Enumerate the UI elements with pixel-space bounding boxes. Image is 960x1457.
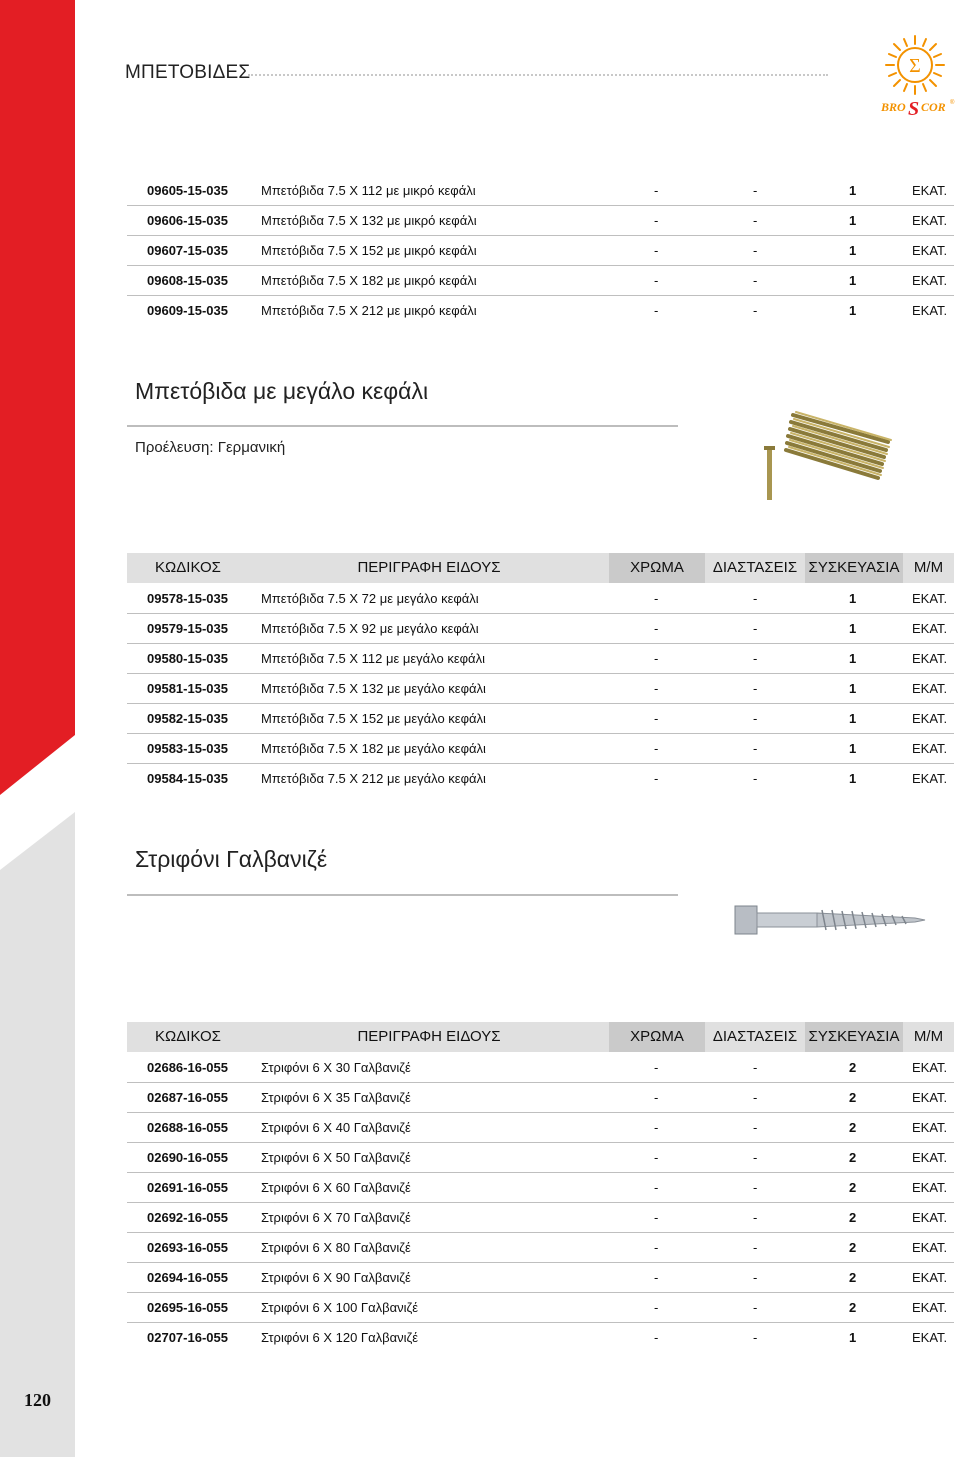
cell-package: 2 — [849, 1180, 857, 1195]
header-code: ΚΩΔΙΚΟΣ — [155, 1028, 221, 1045]
cell-unit: ΕΚΑΤ. — [912, 1270, 948, 1285]
cell-package: 2 — [849, 1240, 857, 1255]
cell-dimensions: - — [753, 741, 758, 756]
cell-code: 09578-15-035 — [147, 591, 228, 606]
cell-code: 09579-15-035 — [147, 621, 228, 636]
page-number: 120 — [24, 1390, 51, 1410]
section-rule — [127, 425, 678, 427]
cell-description: Στριφόνι 6 Χ 40 Γαλβανιζέ — [261, 1120, 411, 1135]
cell-code: 02694-16-055 — [147, 1270, 228, 1285]
cell-color: - — [654, 741, 659, 756]
cell-dimensions: - — [753, 591, 758, 606]
header-color: ΧΡΩΜΑ — [609, 553, 705, 583]
cell-dimensions: - — [753, 243, 758, 258]
table-header — [127, 553, 954, 583]
cell-unit: ΕΚΑΤ. — [912, 1240, 948, 1255]
cell-color: - — [654, 1090, 659, 1105]
cell-dimensions: - — [753, 1180, 758, 1195]
cell-code: 09609-15-035 — [147, 303, 228, 318]
cell-code: 02687-16-055 — [147, 1090, 228, 1105]
cell-dimensions: - — [753, 1210, 758, 1225]
cell-unit: ΕΚΑΤ. — [912, 771, 948, 786]
cell-color: - — [654, 591, 659, 606]
table-row — [127, 1322, 954, 1352]
header-package: ΣΥΣΚΕΥΑΣΙΑ — [805, 553, 903, 583]
cell-package: 2 — [849, 1120, 857, 1135]
header-code: ΚΩΔΙΚΟΣ — [155, 559, 221, 576]
cell-description: Μπετόβιδα 7.5 Χ 182 με μικρό κεφάλι — [261, 273, 477, 288]
cell-unit: ΕΚΑΤ. — [912, 681, 948, 696]
cell-unit: ΕΚΑΤ. — [912, 273, 948, 288]
cell-code: 09580-15-035 — [147, 651, 228, 666]
cell-dimensions: - — [753, 1330, 758, 1345]
cell-color: - — [654, 273, 659, 288]
cell-description: Μπετόβιδα 7.5 Χ 212 με μεγάλο κεφάλι — [261, 771, 486, 786]
cell-dimensions: - — [753, 1060, 758, 1075]
table-row — [127, 733, 954, 764]
screw-bundle-image — [758, 400, 908, 510]
cell-dimensions: - — [753, 1240, 758, 1255]
cell-code: 02686-16-055 — [147, 1060, 228, 1075]
cell-description: Μπετόβιδα 7.5 Χ 72 με μεγάλο κεφάλι — [261, 591, 479, 606]
table-row — [127, 235, 954, 266]
cell-package: 1 — [849, 1330, 857, 1345]
cell-color: - — [654, 681, 659, 696]
cell-description: Μπετόβιδα 7.5 Χ 182 με μεγάλο κεφάλι — [261, 741, 486, 756]
page-title: ΜΠΕΤΟΒΙΔΕΣ — [125, 62, 251, 83]
cell-unit: ΕΚΑΤ. — [912, 213, 948, 228]
cell-code: 02688-16-055 — [147, 1120, 228, 1135]
logo-s: S — [908, 98, 920, 120]
title-dotted-line — [248, 74, 828, 76]
cell-package: 1 — [849, 273, 857, 288]
cell-dimensions: - — [753, 303, 758, 318]
cell-code: 02707-16-055 — [147, 1330, 228, 1345]
cell-unit: ΕΚΑΤ. — [912, 621, 948, 636]
cell-color: - — [654, 1060, 659, 1075]
cell-unit: ΕΚΑΤ. — [912, 303, 948, 318]
sidebar-decoration — [0, 0, 75, 1457]
cell-description: Στριφόνι 6 Χ 80 Γαλβανιζέ — [261, 1240, 411, 1255]
cell-code: 09581-15-035 — [147, 681, 228, 696]
cell-color: - — [654, 303, 659, 318]
cell-code: 09582-15-035 — [147, 711, 228, 726]
cell-description: Στριφόνι 6 Χ 70 Γαλβανιζέ — [261, 1210, 411, 1225]
cell-code: 02690-16-055 — [147, 1150, 228, 1165]
cell-unit: ΕΚΑΤ. — [912, 1210, 948, 1225]
table-row — [127, 643, 954, 674]
cell-description: Μπετόβιδα 7.5 Χ 212 με μικρό κεφάλι — [261, 303, 477, 318]
cell-code: 02692-16-055 — [147, 1210, 228, 1225]
cell-description: Στριφόνι 6 Χ 100 Γαλβανιζέ — [261, 1300, 419, 1315]
cell-unit: ΕΚΑΤ. — [912, 1090, 948, 1105]
table-row — [127, 1172, 954, 1203]
table-row — [127, 295, 954, 325]
cell-description: Μπετόβιδα 7.5 Χ 132 με μικρό κεφάλι — [261, 213, 477, 228]
table-header — [127, 1022, 954, 1052]
cell-package: 2 — [849, 1150, 857, 1165]
table-row — [127, 703, 954, 734]
broscor-logo — [872, 30, 958, 122]
header-description: ΠΕΡΙΓΡΑΦΗ ΕΙΔΟΥΣ — [357, 1028, 501, 1045]
cell-description: Στριφόνι 6 Χ 50 Γαλβανιζέ — [261, 1150, 411, 1165]
cell-package: 1 — [849, 183, 857, 198]
cell-color: - — [654, 621, 659, 636]
cell-code: 02695-16-055 — [147, 1300, 228, 1315]
cell-dimensions: - — [753, 273, 758, 288]
cell-dimensions: - — [753, 1150, 758, 1165]
cell-description: Στριφόνι 6 Χ 30 Γαλβανιζέ — [261, 1060, 411, 1075]
cell-package: 2 — [849, 1210, 857, 1225]
header-description: ΠΕΡΙΓΡΑΦΗ ΕΙΔΟΥΣ — [357, 559, 501, 576]
cell-package: 1 — [849, 303, 857, 318]
table-row — [127, 265, 954, 296]
header-dimensions: ΔΙΑΣΤΑΣΕΙΣ — [712, 559, 798, 576]
header-unit: Μ/Μ — [913, 1028, 944, 1045]
cell-dimensions: - — [753, 1270, 758, 1285]
cell-package: 1 — [849, 681, 857, 696]
cell-color: - — [654, 1210, 659, 1225]
cell-unit: ΕΚΑΤ. — [912, 1180, 948, 1195]
cell-unit: ΕΚΑΤ. — [912, 591, 948, 606]
cell-color: - — [654, 711, 659, 726]
cell-code: 09606-15-035 — [147, 213, 228, 228]
cell-dimensions: - — [753, 681, 758, 696]
table-row — [127, 175, 954, 206]
cell-unit: ΕΚΑΤ. — [912, 183, 948, 198]
cell-dimensions: - — [753, 621, 758, 636]
table-row — [127, 1232, 954, 1263]
header-package: ΣΥΣΚΕΥΑΣΙΑ — [805, 1022, 903, 1052]
section-title: Μπετόβιδα με μεγάλο κεφάλι — [135, 378, 429, 404]
cell-unit: ΕΚΑΤ. — [912, 1330, 948, 1345]
cell-package: 1 — [849, 771, 857, 786]
cell-package: 1 — [849, 651, 857, 666]
cell-unit: ΕΚΑΤ. — [912, 1300, 948, 1315]
logo-registered: ® — [950, 100, 955, 106]
cell-dimensions: - — [753, 711, 758, 726]
cell-package: 2 — [849, 1300, 857, 1315]
cell-description: Μπετόβιδα 7.5 Χ 92 με μεγάλο κεφάλι — [261, 621, 479, 636]
cell-color: - — [654, 1300, 659, 1315]
cell-code: 02691-16-055 — [147, 1180, 228, 1195]
cell-code: 02693-16-055 — [147, 1240, 228, 1255]
cell-package: 1 — [849, 711, 857, 726]
cell-package: 1 — [849, 213, 857, 228]
table-row — [127, 205, 954, 236]
cell-description: Στριφόνι 6 Χ 120 Γαλβανιζέ — [261, 1330, 419, 1345]
cell-dimensions: - — [753, 1300, 758, 1315]
table-row — [127, 1052, 954, 1083]
lag-screw-image — [730, 900, 930, 940]
cell-color: - — [654, 1240, 659, 1255]
cell-unit: ΕΚΑΤ. — [912, 741, 948, 756]
cell-description: Στριφόνι 6 Χ 90 Γαλβανιζέ — [261, 1270, 411, 1285]
cell-unit: ΕΚΑΤ. — [912, 711, 948, 726]
table-row — [127, 1112, 954, 1143]
cell-color: - — [654, 1330, 659, 1345]
section-title: Στριφόνι Γαλβανιζέ — [135, 846, 328, 872]
section-rule — [127, 894, 678, 896]
cell-unit: ΕΚΑΤ. — [912, 1060, 948, 1075]
logo-sigma: Σ — [909, 55, 921, 77]
cell-package: 1 — [849, 243, 857, 258]
cell-description: Μπετόβιδα 7.5 Χ 112 με μικρό κεφάλι — [261, 183, 476, 198]
cell-dimensions: - — [753, 771, 758, 786]
cell-code: 09607-15-035 — [147, 243, 228, 258]
table-row — [127, 613, 954, 644]
table-row — [127, 1142, 954, 1173]
cell-package: 1 — [849, 741, 857, 756]
table-row — [127, 1292, 954, 1323]
cell-color: - — [654, 183, 659, 198]
cell-code: 09583-15-035 — [147, 741, 228, 756]
cell-color: - — [654, 1150, 659, 1165]
origin-label: Προέλευση: Γερμανική — [135, 439, 286, 456]
header-color: ΧΡΩΜΑ — [609, 1022, 705, 1052]
table-row — [127, 1202, 954, 1233]
cell-color: - — [654, 213, 659, 228]
table-row — [127, 1262, 954, 1293]
cell-color: - — [654, 243, 659, 258]
table-row — [127, 673, 954, 704]
cell-package: 2 — [849, 1060, 857, 1075]
logo-cor: COR — [921, 100, 946, 114]
cell-color: - — [654, 651, 659, 666]
cell-unit: ΕΚΑΤ. — [912, 651, 948, 666]
header-unit: Μ/Μ — [913, 559, 944, 576]
cell-code: 09605-15-035 — [147, 183, 228, 198]
cell-color: - — [654, 771, 659, 786]
cell-package: 1 — [849, 591, 857, 606]
cell-unit: ΕΚΑΤ. — [912, 1150, 948, 1165]
cell-code: 09608-15-035 — [147, 273, 228, 288]
cell-description: Μπετόβιδα 7.5 Χ 152 με μεγάλο κεφάλι — [261, 711, 486, 726]
cell-description: Στριφόνι 6 Χ 35 Γαλβανιζέ — [261, 1090, 411, 1105]
cell-package: 2 — [849, 1090, 857, 1105]
table-row — [127, 763, 954, 793]
cell-color: - — [654, 1180, 659, 1195]
cell-package: 2 — [849, 1270, 857, 1285]
cell-color: - — [654, 1120, 659, 1135]
cell-unit: ΕΚΑΤ. — [912, 243, 948, 258]
cell-color: - — [654, 1270, 659, 1285]
cell-dimensions: - — [753, 183, 758, 198]
table-row — [127, 1082, 954, 1113]
cell-dimensions: - — [753, 1120, 758, 1135]
cell-description: Μπετόβιδα 7.5 Χ 112 με μεγάλο κεφάλι — [261, 651, 485, 666]
cell-code: 09584-15-035 — [147, 771, 228, 786]
cell-dimensions: - — [753, 213, 758, 228]
header-dimensions: ΔΙΑΣΤΑΣΕΙΣ — [712, 1028, 798, 1045]
cell-description: Μπετόβιδα 7.5 Χ 152 με μικρό κεφάλι — [261, 243, 477, 258]
cell-description: Μπετόβιδα 7.5 Χ 132 με μεγάλο κεφάλι — [261, 681, 486, 696]
logo-bro: BRO — [881, 100, 906, 114]
cell-dimensions: - — [753, 651, 758, 666]
table-row — [127, 583, 954, 614]
cell-description: Στριφόνι 6 Χ 60 Γαλβανιζέ — [261, 1180, 411, 1195]
cell-unit: ΕΚΑΤ. — [912, 1120, 948, 1135]
cell-dimensions: - — [753, 1090, 758, 1105]
cell-package: 1 — [849, 621, 857, 636]
